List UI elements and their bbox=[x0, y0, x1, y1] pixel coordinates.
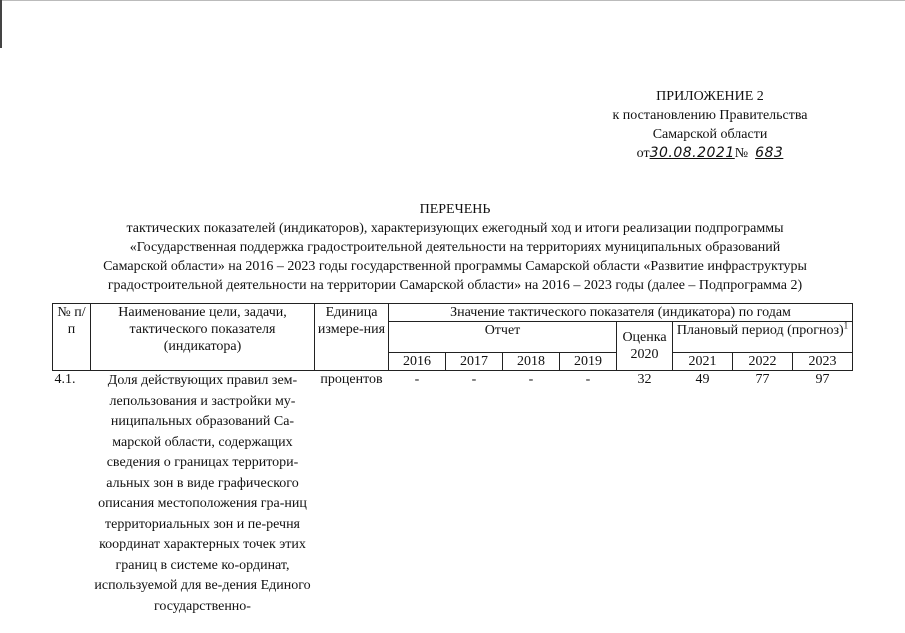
heading-line-3: Самарской области» на 2016 – 2023 годы государственной программы Самарской области «Развитие инфраструктуры bbox=[103, 259, 807, 274]
document-heading bbox=[40, 200, 870, 295]
header-estimate: Оценка 2020 bbox=[617, 322, 673, 371]
date-prefix: от bbox=[636, 146, 650, 161]
appendix-date-line bbox=[560, 144, 860, 163]
heading-title: ПЕРЕЧЕНЬ bbox=[419, 202, 491, 217]
header-values: Значение тактического показателя (индикатора) по годам bbox=[389, 304, 853, 322]
row-value-2019: - bbox=[585, 372, 591, 387]
header-year-2023: 2023 bbox=[793, 353, 853, 371]
row-value-2020: 32 bbox=[637, 372, 652, 387]
handwritten-date: 30.08.2021 bbox=[649, 145, 735, 161]
header-year-2022: 2022 bbox=[733, 353, 793, 371]
row-value-2021: 49 bbox=[695, 372, 710, 387]
table-row bbox=[53, 371, 853, 618]
appendix-line-1: к постановлению Правительства bbox=[612, 108, 808, 123]
row-value-2017: - bbox=[471, 372, 477, 387]
heading-line-2: «Государственная поддержка градостроительной деятельности на территориях муниципальных образований bbox=[129, 240, 781, 255]
row-value-2023: 97 bbox=[815, 372, 830, 387]
header-unit: Единица измере-ния bbox=[315, 304, 389, 371]
row-num: 4.1. bbox=[54, 372, 76, 387]
plan-footnote-mark: 1 bbox=[843, 320, 849, 331]
header-report: Отчет bbox=[389, 322, 617, 353]
row-value-2016: - bbox=[414, 372, 420, 387]
header-year-2017: 2017 bbox=[446, 353, 503, 371]
header-year-2018: 2018 bbox=[503, 353, 560, 371]
header-num: № п/п bbox=[53, 304, 91, 371]
handwritten-number: 683 bbox=[755, 145, 784, 161]
appendix-line-2: Самарской области bbox=[652, 127, 768, 142]
row-name: Доля действующих правил зем-лепользования и застройки му-ниципальных образований Са-марской области, содержащих сведения о границах территори-альных зон в виде графического описания местоположения гра-ниц территориальных зон и пе-речня координат характерных точек этих границ в системе ко-ординат, используемой для ве-дения Единого государственно- bbox=[94, 373, 311, 614]
scan-top-edge bbox=[0, 0, 905, 1]
header-plan: Плановый период (прогноз) bbox=[676, 323, 844, 338]
heading-line-1: тактических показателей (индикаторов), характеризующих ежегодный ход и итоги реализации подпрограммы bbox=[126, 221, 784, 236]
row-value-2022: 77 bbox=[755, 372, 770, 387]
scan-left-edge bbox=[0, 0, 2, 48]
row-value-2018: - bbox=[528, 372, 534, 387]
header-year-2021: 2021 bbox=[673, 353, 733, 371]
header-year-2019: 2019 bbox=[560, 353, 617, 371]
header-plan-cell bbox=[673, 322, 853, 353]
row-unit: процентов bbox=[320, 372, 383, 387]
number-prefix: № bbox=[734, 146, 749, 161]
header-year-2016: 2016 bbox=[389, 353, 446, 371]
heading-line-4: градостроительной деятельности на территории Самарской области» на 2016 – 2023 годы (далее – Подпрограмма 2) bbox=[107, 278, 803, 293]
indicators-table bbox=[52, 303, 853, 617]
header-name: Наименование цели, задачи, тактического показателя (индикатора) bbox=[91, 304, 315, 371]
appendix-title: ПРИЛОЖЕНИЕ 2 bbox=[656, 89, 764, 104]
appendix-block bbox=[560, 87, 860, 163]
